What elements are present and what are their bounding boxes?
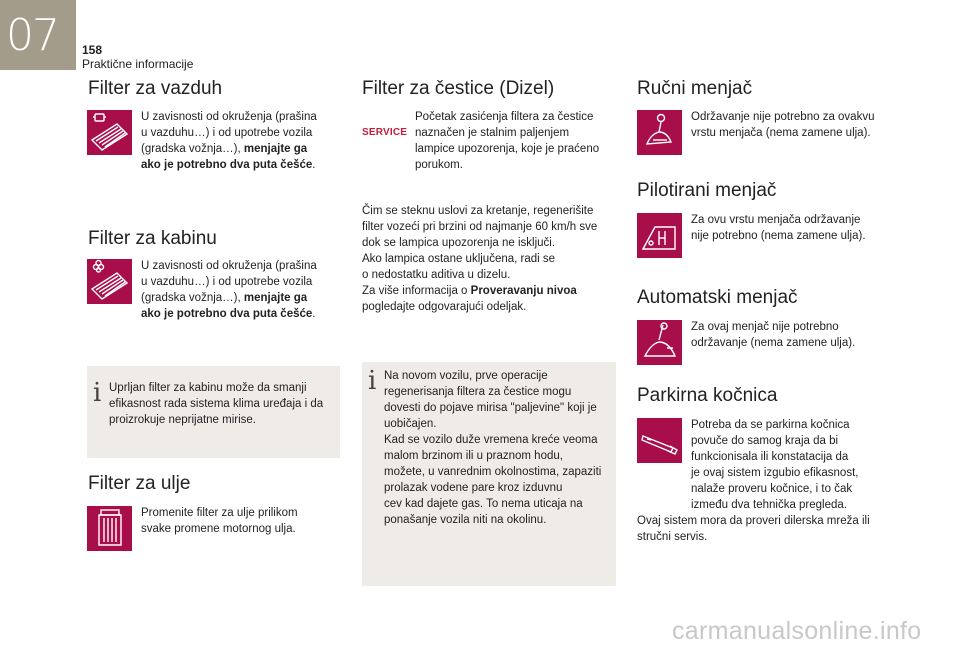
oil-filter-icon [87, 506, 132, 551]
manual-gearbox-text: Održavanje nije potrebno za ovakvu vrstu menjača (nema zamene ulja). [691, 111, 875, 139]
parking-brake-heading: Parkirna kočnica [637, 385, 778, 406]
oil-filter-heading: Filter za ulje [88, 473, 191, 494]
cabin-filter-info-text: Uprljan filter za kabinu može da smanji efikasnost rada sistema klima uređaja i da proizrokuje neprijatne mirise. [109, 382, 324, 426]
dpf-intro-text: Početak zasićenja filtera za čestice naznačen je stalnim paljenjem lampice upozorenja, koje je praćeno porukom. [415, 111, 600, 171]
automatic-gearbox-text: Za ovaj menjač nije potrebno održavanje (nema zamene ulja). [691, 321, 856, 349]
piloted-gearbox-icon [637, 213, 682, 258]
piloted-gearbox-text: Za ovu vrstu menjača održavanje nije potrebno (nema zamene ulja). [691, 214, 866, 242]
watermark: carmanualsonline.info [672, 617, 922, 645]
dpf-info-box [362, 362, 616, 586]
manual-gearbox-heading: Ručni menjač [637, 78, 753, 99]
automatic-gearbox-heading: Automatski menjač [637, 287, 798, 308]
info-icon: i [368, 366, 377, 396]
manual-gearbox-icon [637, 110, 682, 155]
service-warning-icon: SERVICE [362, 127, 408, 138]
info-icon: i [93, 378, 102, 408]
cabin-filter-text: U zavisnosti od okruženja (prašina u vazduhu…) i od upotrebe vozila (gradska vožnja…), menjajte ga ako je potrebno dva puta češće. [141, 260, 317, 320]
cabin-filter-icon [87, 259, 132, 304]
automatic-gearbox-icon [637, 320, 682, 365]
parking-brake-note: Ovaj sistem mora da proveri dilerska mreža ili stručni servis. [637, 515, 870, 543]
chapter-title: Praktične informacije [82, 57, 194, 71]
piloted-gearbox-heading: Pilotirani menjač [637, 180, 777, 201]
cabin-filter-heading: Filter za kabinu [88, 228, 217, 249]
air-filter-text: U zavisnosti od okruženja (prašina u vazduhu…) i od upotrebe vozila (gradska vožnja…), menjajte ga ako je potrebno dva puta češće. [141, 111, 317, 171]
air-filter-icon [87, 110, 132, 155]
parking-brake-icon [637, 418, 682, 463]
oil-filter-text: Promenite filter za ulje prilikom svake promene motornog ulja. [141, 507, 298, 535]
page-number: 158 [82, 43, 103, 57]
chapter-tab [0, 0, 76, 70]
chapter-number: 07 [6, 10, 58, 61]
parking-brake-text: Potreba da se parkirna kočnica povuče do samog kraja da bi funkcionisala ili konstatacija da je ovaj sistem izgubio efikasnost, nalaže proveru kočnice, i to čak između dva tehnička pregleda. [691, 419, 859, 511]
dpf-info-text: Na novom vozilu, prve operacije regenerisanja filtera za čestice mogu dovesti do pojave mirisa "paljevine" koji je uobičajen. Kad se vozilo duže vremena kreće veoma malom brzinom ili u praznom hodu, možete, u vanrednim okolnostima, zapaziti prolazak vodene pare kroz izduvnu cev kad dajete gas. To nema uticaja na ponašanje vozila niti na okolinu. [384, 370, 602, 526]
dpf-heading: Filter za čestice (Dizel) [362, 78, 555, 99]
dpf-body-text: Čim se steknu uslovi za kretanje, regenerišite filter vozeći pri brzini od najmanje 60 km/h sve dok se lampica upozorenja ne isključi. Ako lampica ostane uključena, radi se o nedostatku aditiva u dizelu. Za više informacija o Proveravanju nivoa pogledajte odgovarajući odeljak. [362, 205, 598, 313]
cabin-filter-info-box [87, 366, 340, 458]
air-filter-heading: Filter za vazduh [88, 78, 223, 99]
